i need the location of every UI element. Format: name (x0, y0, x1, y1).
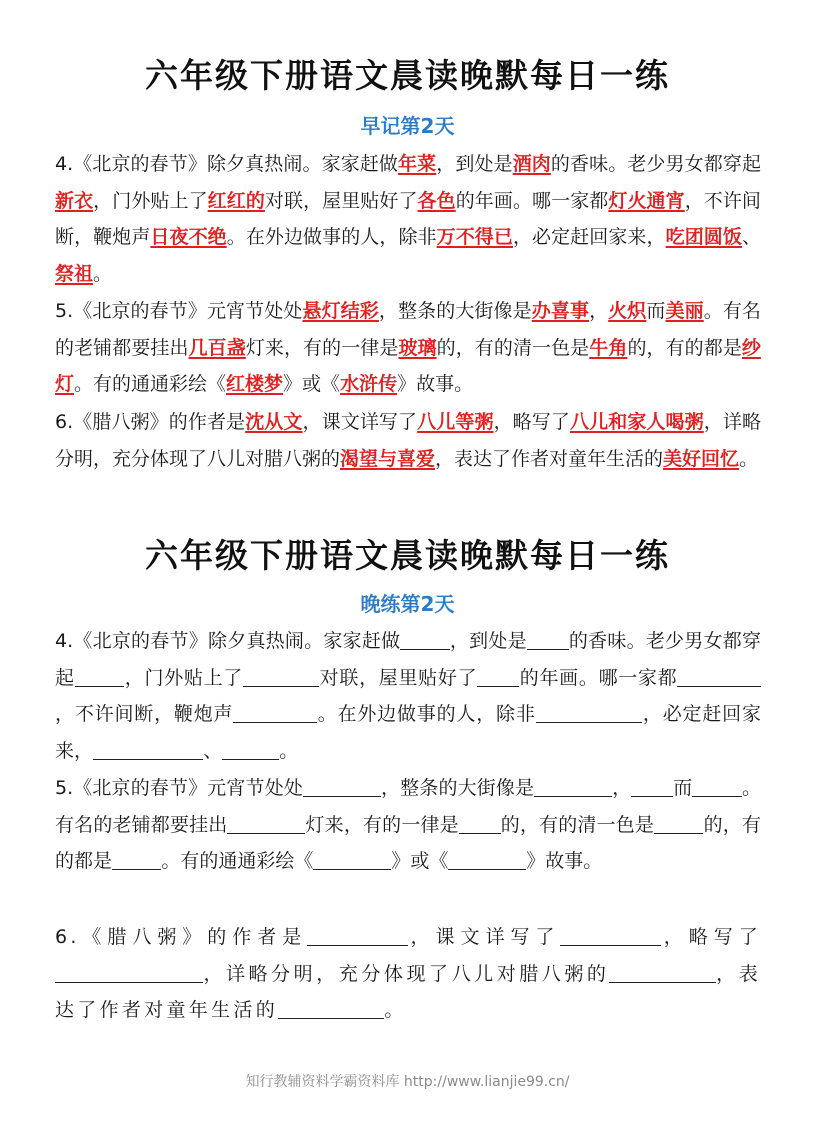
answer-text: 牛角 (589, 336, 628, 359)
answer-text: 八儿等粥 (417, 411, 494, 433)
paragraph-text: ，表达了作者对童年生活的 (435, 447, 664, 470)
answer-blank (677, 667, 761, 687)
answer-text: 吃团圆饭 (665, 226, 742, 248)
answer-blank (448, 850, 526, 870)
paragraph-text: ， (589, 300, 609, 322)
paragraph-text: 。 (739, 447, 759, 470)
paragraph-text: 的，有的清一色是 (436, 336, 590, 359)
paragraph-text: 。有的通通彩绘《 (74, 373, 227, 395)
answer-text: 万不得已 (436, 226, 513, 248)
evening-paragraph-5 (55, 770, 761, 880)
answer-text: 日夜不绝 (150, 226, 227, 248)
answer-text: 八儿和家人喝粥 (570, 411, 704, 433)
answer-blank (313, 850, 391, 870)
paragraph-text: 的，有的清一色是 (500, 813, 655, 836)
answer-blank (278, 999, 384, 1019)
paragraph-text: ，表达了作者对童年生活的 (55, 962, 761, 1021)
answer-blank (692, 777, 741, 797)
paragraph-text: 5.《北京的春节》元宵节处处 (55, 777, 303, 799)
paragraph-text: 4.《北京的春节》除夕真热闹。家家赶做 (55, 630, 401, 652)
answer-blank (459, 814, 501, 834)
paragraph-text: 对联，屋里贴好了 (318, 666, 478, 689)
answer-blank (222, 740, 279, 760)
paragraph-text: 。有名的老铺都要挂出 (55, 300, 761, 359)
answer-blank (243, 667, 319, 687)
answer-blank (55, 963, 203, 983)
paragraph-text: ，不许间断，鞭炮声 (55, 189, 761, 248)
answer-text: 美好回忆 (663, 447, 740, 470)
paragraph-text: 的香味。老少男女都穿起 (55, 630, 761, 689)
answer-blank (654, 814, 703, 834)
answer-text: 纱灯 (55, 336, 761, 395)
morning-paragraph-6 (55, 404, 761, 477)
answer-blank (400, 630, 449, 650)
paragraph-text: ，到处是 (436, 153, 513, 175)
paragraph-text: ，略写了 (661, 926, 761, 948)
paragraph-text: 5.《北京的春节》元宵节处处 (55, 300, 303, 322)
answer-blank (534, 777, 612, 797)
answer-text: 美丽 (665, 300, 704, 322)
paragraph-text: ，课文详写了 (302, 411, 418, 433)
paragraph-text: 。 (384, 999, 407, 1021)
answer-text: 祭祖 (55, 262, 94, 285)
answer-blank (303, 777, 381, 797)
paragraph-text: ， (612, 777, 632, 799)
evening-subtitle: 晚练第2天 (360, 592, 455, 616)
paragraph-text: ，必定赶回家来， (512, 226, 666, 248)
footer-watermark: 知行教辅资料学霸资料库 http://www.lianjie99.cn/ (245, 1074, 570, 1090)
paragraph-text: 灯来，有的一律是 (305, 813, 459, 836)
answer-blank (227, 814, 305, 834)
answer-blank (112, 850, 161, 870)
paragraph-text: 4.《北京的春节》除夕真热闹。家家赶做 (55, 153, 399, 175)
paragraph-text: 》故事。 (526, 850, 603, 872)
answer-blank (560, 926, 661, 946)
evening-title: 六年级下册语文晨读晚默每日一练 (145, 536, 670, 575)
paragraph-text: 。在外边做事的人，除非 (316, 703, 536, 725)
paragraph-text: ，门外贴上了 (93, 189, 208, 212)
paragraph-text: 、 (741, 226, 761, 248)
morning-paragraph-4 (55, 146, 761, 292)
answer-blank (609, 963, 715, 983)
answer-text: 红楼梦 (226, 373, 284, 395)
paragraph-text: ，门外贴上了 (124, 666, 243, 689)
paragraph-text: 》或《 (391, 850, 449, 872)
answer-blank (477, 667, 519, 687)
answer-blank (307, 926, 408, 946)
paragraph-text: 的年画。哪一家都 (455, 189, 609, 212)
paragraph-text: 的年画。哪一家都 (519, 666, 678, 689)
morning-title: 六年级下册语文晨读晚默每日一练 (145, 56, 670, 95)
paragraph-text: ，略写了 (493, 411, 570, 433)
paragraph-text: ，详略分明，充分体现了八儿对腊八粥的 (203, 962, 610, 985)
answer-text: 水浒传 (340, 373, 398, 395)
paragraph-text: ，不许间断，鞭炮声 (55, 703, 234, 725)
paragraph-text: 。有的通通彩绘《 (161, 850, 314, 872)
paragraph-text: 而 (646, 300, 666, 322)
paragraph-text: ，整条的大街像是 (378, 300, 532, 322)
answer-blank (75, 667, 124, 687)
answer-text: 酒肉 (512, 153, 551, 175)
paragraph-text: 。在外边做事的人，除非 (226, 226, 437, 248)
paragraph-text: 》或《 (283, 373, 341, 395)
paragraph-text: ，必定赶回家来， (55, 703, 761, 762)
answer-text: 灯火通宵 (608, 189, 685, 212)
answer-blank (233, 703, 317, 723)
answer-text: 新衣 (55, 189, 94, 212)
paragraph-text: 而 (673, 777, 693, 799)
evening-paragraph-6 (55, 919, 761, 1029)
answer-text: 办喜事 (531, 300, 590, 322)
paragraph-text: 、 (203, 739, 223, 762)
answer-text: 玻璃 (398, 336, 437, 359)
paragraph-text: 6.《腊八粥》的作者是 (55, 926, 308, 948)
paragraph-text: 灯来，有的一律是 (245, 336, 399, 359)
answer-text: 年菜 (398, 153, 437, 175)
answer-text: 火炽 (608, 300, 647, 322)
answer-text: 红红的 (207, 189, 265, 212)
answer-text: 沈从文 (245, 411, 303, 433)
paragraph-text: 的，有的都是 (627, 336, 742, 359)
paragraph-text: 6.《腊八粥》的作者是 (55, 411, 246, 433)
answer-blank (631, 777, 673, 797)
morning-subtitle: 早记第2天 (360, 114, 455, 138)
paragraph-text: 》故事。 (397, 373, 474, 395)
paragraph-text: 。 (93, 262, 113, 285)
paragraph-text: 的香味。老少男女都穿起 (550, 153, 761, 175)
paragraph-text: 。 (279, 739, 299, 762)
answer-blank (527, 630, 569, 650)
morning-paragraph-5 (55, 293, 761, 403)
answer-text: 各色 (417, 189, 456, 212)
answer-blank (536, 703, 642, 723)
answer-text: 几百盏 (188, 336, 246, 359)
answer-blank (93, 740, 203, 760)
evening-paragraph-4 (55, 623, 761, 769)
paragraph-text: 对联，屋里贴好了 (264, 189, 418, 212)
answer-text: 悬灯结彩 (302, 300, 379, 322)
paragraph-text: ，详略分明，充分体现了八儿对腊八粥的 (55, 411, 761, 470)
paragraph-text: ，到处是 (449, 630, 527, 652)
paragraph-text: ，整条的大街像是 (380, 777, 535, 799)
paragraph-text: 的，有的都是 (55, 813, 761, 872)
answer-text: 渴望与喜爱 (340, 447, 436, 470)
paragraph-text: ，课文详写了 (407, 926, 561, 948)
paragraph-text: 。有名的老铺都要挂出 (55, 777, 761, 836)
